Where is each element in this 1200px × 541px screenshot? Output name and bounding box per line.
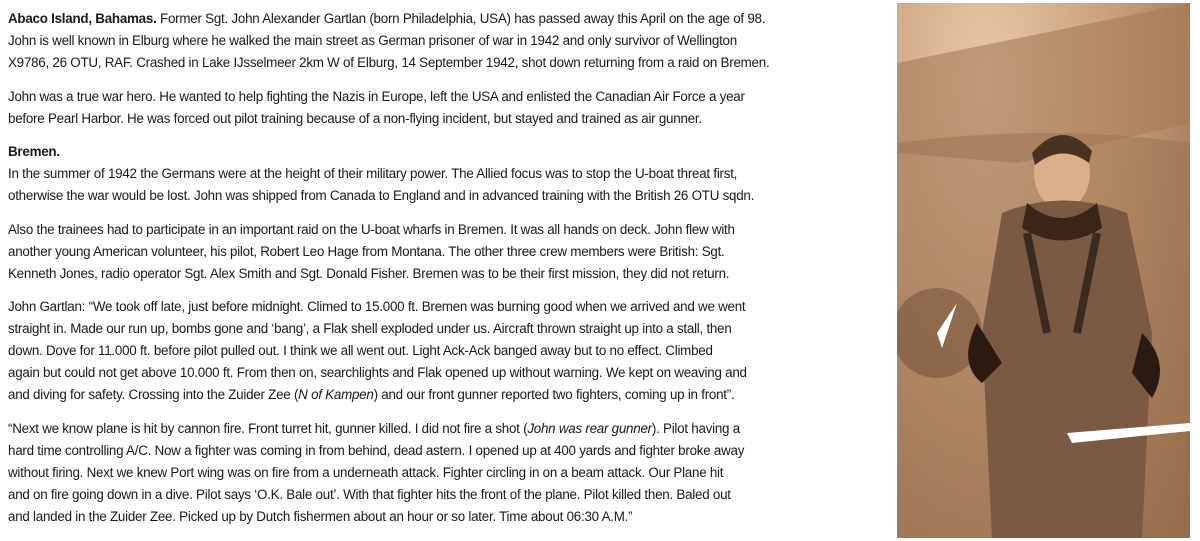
text-segment: hard time controlling A/C. Now a fighter was coming in from behind, dead astern. I opened up at 400 yards and fighter broke away [8,442,745,458]
text-segment: straight in. Made our run up, bombs gone and ‘bang’, a Flak shell exploded under us. Aircraft thrown straight up into a stall, then [8,321,732,336]
text-segment: Also the trainees had to participate in an important raid on the U-boat wharfs in Bremen. It was all hands on deck. John flew with [8,221,735,237]
text-segment: and landed in the Zuider Zee. Picked up by Dutch fishermen about an hour or so later. Time about 06:30 A.M.” [8,508,633,524]
text-line [8,8,893,30]
text-line [8,296,893,318]
text-segment: John is well known in Elburg where he walked the main street as German prisoner of war in 1942 and only survivor of Wellington [8,33,737,48]
text-line [8,484,893,506]
italic-text: N of Kampen [298,387,374,402]
text-line [8,30,893,52]
text-line [8,418,893,440]
paragraph-gap [8,130,893,142]
text-segment: and on fire going down in a dive. Pilot says ‘O.K. Bale out’. With that fighter hits the front of the plane. Pilot killed then. Baled out [8,486,731,502]
text-line [8,219,893,241]
text-line [8,52,893,74]
text-line [8,462,893,484]
text-line [8,384,893,406]
text-segment: another young American volunteer, his pilot, Robert Leo Hage from Montana. The other three crew members were British: Sgt. [8,243,725,259]
airman-photo-illustration [897,3,1190,538]
text-segment: and diving for safety. Crossing into the Zuider Zee ( [8,387,299,402]
article-body [8,8,893,528]
portrait-photo [897,3,1190,538]
text-line [8,241,893,263]
text-segment: without firing. Next we knew Port wing was on fire from a underneath attack. Fighter circling in on a beam attack. Our Plane hit [8,464,724,480]
flight-suit [982,201,1152,539]
text-segment: ) and our front gunner reported two fighters, coming up in front”. [373,387,735,402]
text-line [8,108,893,130]
paragraph [8,219,893,285]
text-segment: John was a true war hero. He wanted to help fighting the Nazis in Europe, left the USA and enlisted the Canadian Air Force a year [8,88,745,104]
text-line [8,163,893,185]
text-line [8,506,893,528]
paragraph-gap [8,285,893,297]
paragraph [8,141,893,207]
text-segment: John Gartlan: “We took off late, just before midnight. Climed to 15.000 ft. Bremen was burning good when we arrived and we went [8,299,746,314]
text-line [8,362,893,384]
text-segment: otherwise the war would be lost. John was shipped from Canada to England and in advanced training with the British 26 OTU sqdn. [8,188,755,203]
text-segment: In the summer of 1942 the Germans were at the height of their military power. The Allied focus was to stop the U-boat threat first, [8,166,738,181]
text-line [8,440,893,462]
paragraph-gap [8,207,893,219]
paragraph [8,296,893,406]
text-segment: ). Pilot having a [651,420,740,436]
text-segment: Kenneth Jones, radio operator Sgt. Alex Smith and Sgt. Donald Fisher. Bremen was to be their first mission, they did not return. [8,265,730,281]
text-segment: again but could not get above 10.000 ft. From then on, searchlights and Flak opened up without warning. We kept on weaving and [8,365,747,380]
paragraph [8,8,893,74]
bold-text: Bremen. [8,144,60,159]
italic-text: John was rear gunner [527,420,652,436]
text-segment: before Pearl Harbor. He was forced out pilot training because of a non-flying incident, but stayed and trained as air gunner. [8,110,702,126]
paragraph-gap [8,406,893,418]
text-line [8,318,893,340]
paragraph [8,418,893,528]
bold-text: Abaco Island, Bahamas. [8,11,157,26]
text-line [8,340,893,362]
text-segment: X9786, 26 OTU, RAF. Crashed in Lake IJsselmeer 2km W of Elburg, 14 September 1942, shot down returning from a raid on Bremen. [8,55,770,70]
paragraph [8,86,893,130]
text-line [8,185,893,207]
text-segment: “Next we know plane is hit by cannon fire. Front turret hit, gunner killed. I did not fire a shot ( [8,420,528,436]
text-segment: Former Sgt. John Alexander Gartlan (born Philadelphia, USA) has passed away this April on the age of 98. [156,11,766,26]
text-line [8,141,893,163]
text-line [8,263,893,285]
text-segment: down. Dove for 11.000 ft. before pilot pulled out. I think we all went out. Light Ack-Ack banged away but to no effect. Climbed [8,343,713,358]
paragraph-gap [8,74,893,86]
text-line [8,86,893,108]
